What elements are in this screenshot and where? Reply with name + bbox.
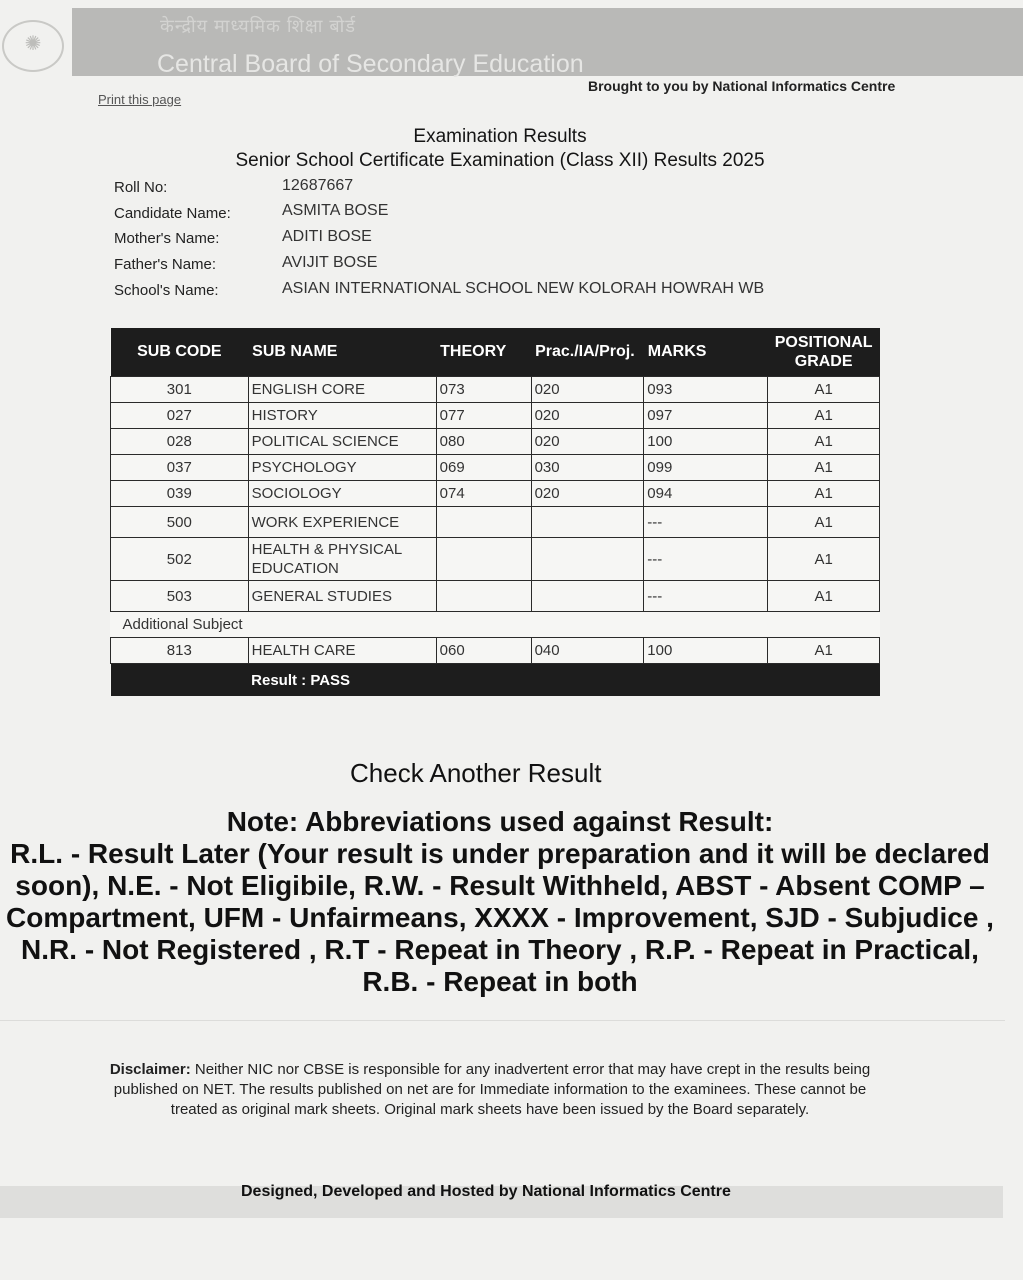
- practical-marks: 020: [531, 403, 644, 429]
- exam-subtitle: Senior School Certificate Examination (Class XII) Results 2025: [235, 150, 765, 171]
- positional-grade: A1: [768, 377, 880, 403]
- result-row: [111, 664, 880, 697]
- total-marks: ---: [644, 538, 768, 581]
- table-row: [111, 429, 880, 455]
- disclaimer: [100, 1060, 880, 1120]
- theory-marks: [436, 581, 531, 612]
- positional-grade: A1: [768, 507, 880, 538]
- sub-code: 301: [111, 377, 249, 403]
- table-row: [111, 538, 880, 581]
- sub-name: POLITICAL SCIENCE: [248, 429, 436, 455]
- sub-name: HEALTH CARE: [248, 638, 436, 664]
- table-row: [111, 481, 880, 507]
- theory-marks: 069: [436, 455, 531, 481]
- practical-marks: 020: [531, 377, 644, 403]
- total-marks: 097: [644, 403, 768, 429]
- table-row: [111, 377, 880, 403]
- header-positional-grade: POSITIONAL GRADE: [768, 328, 880, 377]
- total-marks: ---: [644, 507, 768, 538]
- sub-code: 502: [111, 538, 249, 581]
- roll-number: 12687667: [282, 177, 354, 194]
- additional-subject-row: [111, 612, 880, 638]
- footer-text: Designed, Developed and Hosted by National Informatics Centre: [241, 1183, 731, 1200]
- sub-name: PSYCHOLOGY: [248, 455, 436, 481]
- table-row: [111, 581, 880, 612]
- mother-name-label: Mother's Name:: [114, 230, 220, 247]
- positional-grade: A1: [768, 481, 880, 507]
- total-marks: ---: [644, 581, 768, 612]
- total-marks: 093: [644, 377, 768, 403]
- candidate-name: ASMITA BOSE: [282, 202, 389, 219]
- brought-by-text: Brought to you by National Informatics Centre: [588, 78, 896, 94]
- cbse-logo-icon: ✺: [2, 20, 64, 72]
- table-row: [111, 455, 880, 481]
- theory-marks: 073: [436, 377, 531, 403]
- result-label: Result :: [251, 671, 307, 689]
- result-spacer: [111, 664, 249, 697]
- positional-grade: A1: [768, 538, 880, 581]
- theory-marks: 080: [436, 429, 531, 455]
- sub-name: ENGLISH CORE: [248, 377, 436, 403]
- practical-marks: 020: [531, 481, 644, 507]
- total-marks: 099: [644, 455, 768, 481]
- positional-grade: A1: [768, 455, 880, 481]
- table-row: [111, 403, 880, 429]
- disclaimer-label: Disclaimer:: [109, 1061, 191, 1078]
- theory-marks: 060: [436, 638, 531, 664]
- result-value: PASS: [310, 671, 351, 689]
- board-name-hindi: केन्द्रीय माध्यमिक शिक्षा बोर्ड: [160, 16, 356, 36]
- additional-subject-label: Additional Subject: [122, 616, 243, 633]
- practical-marks: 040: [531, 638, 644, 664]
- sub-name: GENERAL STUDIES: [248, 581, 436, 612]
- practical-marks: 030: [531, 455, 644, 481]
- total-marks: 094: [644, 481, 768, 507]
- header-theory: THEORY: [436, 328, 531, 377]
- exam-title: Examination Results: [413, 126, 587, 147]
- positional-grade: A1: [768, 581, 880, 612]
- practical-marks: [531, 507, 644, 538]
- positional-grade: A1: [768, 638, 880, 664]
- sub-name: WORK EXPERIENCE: [248, 507, 436, 538]
- sub-name: SOCIOLOGY: [248, 481, 436, 507]
- marks-table: [110, 328, 880, 696]
- sub-name: HEALTH & PHYSICAL EDUCATION: [248, 538, 436, 581]
- total-marks: 100: [644, 638, 768, 664]
- header-banner: [72, 8, 1023, 76]
- note-title: Note: Abbreviations used against Result:: [226, 806, 774, 837]
- table-row: [111, 638, 880, 664]
- divider: [0, 1020, 1005, 1021]
- father-name-label: Father's Name:: [114, 256, 217, 273]
- school-name-label: School's Name:: [114, 282, 219, 299]
- result-cell: [248, 664, 879, 697]
- sub-code: 039: [111, 481, 249, 507]
- theory-marks: 077: [436, 403, 531, 429]
- school-name: ASIAN INTERNATIONAL SCHOOL NEW KOLORAH HOWRAH WB: [282, 280, 765, 297]
- header-practical: Prac./IA/Proj.: [531, 328, 644, 377]
- table-header-row: [111, 328, 880, 377]
- sub-name: HISTORY: [248, 403, 436, 429]
- sub-code: 028: [111, 429, 249, 455]
- sub-code: 500: [111, 507, 249, 538]
- roll-label: Roll No:: [114, 179, 168, 196]
- header-sub-code: SUB CODE: [111, 328, 249, 377]
- practical-marks: [531, 581, 644, 612]
- check-another-result-link[interactable]: Check Another Result: [350, 758, 602, 788]
- board-name: Central Board of Secondary Education: [157, 50, 584, 78]
- abbreviations-note: [0, 806, 1000, 998]
- note-body: R.L. - Result Later (Your result is under preparation and it will be declared soon), N.E. - Not Eligibile, R.W. - Result Withheld, ABST - Absent COMP – Compartment, UFM - Unfairmeans, XXXX - Improvement, SJD - Subjudice , N.R. - Not Registered , R.T - Repeat in Theory , R.P. - Repeat in Practical, R.B. - Repeat in both: [6, 838, 994, 997]
- header-sub-name: SUB NAME: [248, 328, 436, 377]
- practical-marks: 020: [531, 429, 644, 455]
- table-row: [111, 507, 880, 538]
- sub-code: 037: [111, 455, 249, 481]
- total-marks: 100: [644, 429, 768, 455]
- theory-marks: [436, 538, 531, 581]
- mother-name: ADITI BOSE: [282, 228, 372, 245]
- sub-code: 027: [111, 403, 249, 429]
- practical-marks: [531, 538, 644, 581]
- positional-grade: A1: [768, 403, 880, 429]
- print-page-link[interactable]: Print this page: [98, 92, 182, 107]
- positional-grade: A1: [768, 429, 880, 455]
- header-marks: MARKS: [644, 328, 768, 377]
- candidate-name-label: Candidate Name:: [114, 205, 231, 222]
- theory-marks: 074: [436, 481, 531, 507]
- father-name: AVIJIT BOSE: [282, 254, 378, 271]
- theory-marks: [436, 507, 531, 538]
- sub-code: 503: [111, 581, 249, 612]
- disclaimer-text: Neither NIC nor CBSE is responsible for any inadvertent error that may have crept in the results being published on NET. The results published on net are for Immediate information to the examinees. These cannot be treated as original mark sheets. Original mark sheets have been issued by the Board separately.: [113, 1061, 871, 1118]
- sub-code: 813: [111, 638, 249, 664]
